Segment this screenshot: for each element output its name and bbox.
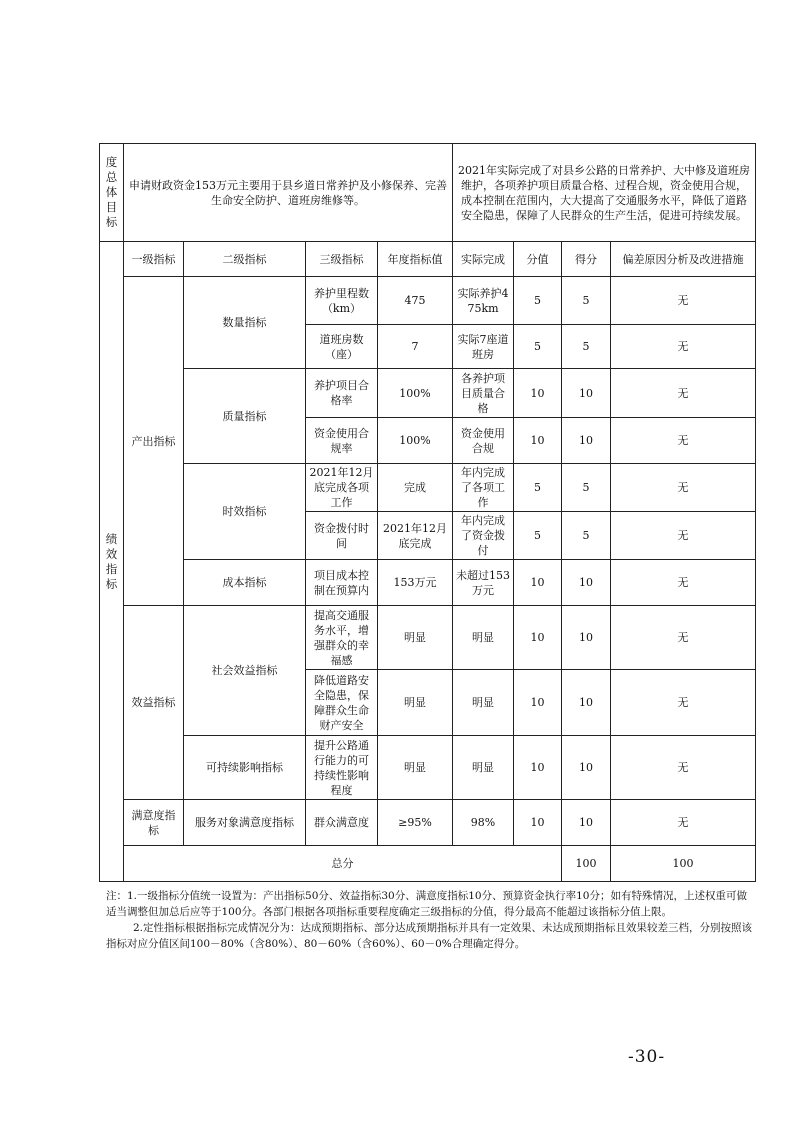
header-level3: 三级指标 xyxy=(306,242,378,277)
cell-l3: 提高交通服务水平，增强群众的幸福感 xyxy=(306,606,378,670)
cell-reason: 无 xyxy=(611,736,756,800)
cell-annual: 明显 xyxy=(378,736,453,800)
cell-reason: 无 xyxy=(611,464,756,512)
cell-reason: 无 xyxy=(611,512,756,560)
cell-score: 5 xyxy=(514,277,562,325)
cell-score: 10 xyxy=(514,670,562,736)
cell-got: 5 xyxy=(562,512,611,560)
cell-l3: 资金拨付时间 xyxy=(306,512,378,560)
cell-actual: 明显 xyxy=(453,606,514,670)
cell-l3: 养护里程数（km） xyxy=(306,277,378,325)
header-actual: 实际完成 xyxy=(453,242,514,277)
cell-actual: 各养护项目质量合格 xyxy=(453,369,514,418)
cell-l3: 群众满意度 xyxy=(306,800,378,846)
cell-score: 10 xyxy=(514,606,562,670)
header-reason: 偏差原因分析及改进措施 xyxy=(611,242,756,277)
perf-label: 绩效指标 xyxy=(100,242,124,882)
page-number: -30- xyxy=(628,1047,666,1067)
total-got: 100 xyxy=(611,846,756,882)
cell-reason: 无 xyxy=(611,418,756,464)
cell-got: 5 xyxy=(562,464,611,512)
cell-got: 10 xyxy=(562,606,611,670)
cell-score: 5 xyxy=(514,325,562,369)
cell-l3: 提升公路通行能力的可持续性影响程度 xyxy=(306,736,378,800)
cell-score: 5 xyxy=(514,512,562,560)
table-row xyxy=(100,606,756,670)
cell-got: 10 xyxy=(562,418,611,464)
group-output: 产出指标 xyxy=(124,277,184,606)
cell-score: 5 xyxy=(514,464,562,512)
cell-actual: 实际养护475km xyxy=(453,277,514,325)
cell-annual: 明显 xyxy=(378,670,453,736)
cell-got: 10 xyxy=(562,670,611,736)
cell-reason: 无 xyxy=(611,606,756,670)
cell-annual: 153万元 xyxy=(378,560,453,606)
cell-score: 10 xyxy=(514,369,562,418)
table-row xyxy=(100,736,756,800)
cell-annual: 100% xyxy=(378,369,453,418)
goal-label: 度总体目标 xyxy=(100,144,124,242)
cell-annual: 100% xyxy=(378,418,453,464)
cell-actual: 明显 xyxy=(453,670,514,736)
group-timeliness: 时效指标 xyxy=(184,464,306,560)
cell-annual: 7 xyxy=(378,325,453,369)
table-row xyxy=(100,560,756,606)
total-label: 总分 xyxy=(124,846,562,882)
cell-reason: 无 xyxy=(611,325,756,369)
cell-annual: 明显 xyxy=(378,606,453,670)
performance-table xyxy=(99,143,756,882)
cell-reason: 无 xyxy=(611,560,756,606)
cell-actual: 资金使用合规 xyxy=(453,418,514,464)
header-level1: 一级指标 xyxy=(124,242,184,277)
group-quality: 质量指标 xyxy=(184,369,306,464)
group-quantity: 数量指标 xyxy=(184,277,306,369)
cell-score: 10 xyxy=(514,736,562,800)
table-row xyxy=(100,369,756,418)
goal-actual: 2021年实际完成了对县乡公路的日常养护、大中修及道班房维护，各项养护项目质量合格、过程合规，资金使用合规，成本控制在范围内，大大提高了交通服务水平，降低了道路安全隐患，保障了人民群众的生产生活，促进可持续发展。 xyxy=(453,144,756,242)
cell-actual: 未超过153万元 xyxy=(453,560,514,606)
table-row xyxy=(100,277,756,325)
cell-l3: 降低道路安全隐患，保障群众生命财产安全 xyxy=(306,670,378,736)
cell-actual: 实际7座道班房 xyxy=(453,325,514,369)
cell-score: 10 xyxy=(514,418,562,464)
table-row xyxy=(100,464,756,512)
cell-annual: 2021年12月底完成 xyxy=(378,512,453,560)
group-satisfaction: 满意度指标 xyxy=(124,800,184,846)
cell-l3: 养护项目合格率 xyxy=(306,369,378,418)
cell-actual: 年内完成了资金拨付 xyxy=(453,512,514,560)
cell-got: 10 xyxy=(562,369,611,418)
footnotes xyxy=(106,888,754,952)
cell-got: 10 xyxy=(562,560,611,606)
group-social: 社会效益指标 xyxy=(184,606,306,736)
total-row xyxy=(100,846,756,882)
group-benefit: 效益指标 xyxy=(124,606,184,800)
cell-l3: 资金使用合规率 xyxy=(306,418,378,464)
header-score: 分值 xyxy=(514,242,562,277)
group-cost: 成本指标 xyxy=(184,560,306,606)
cell-l3: 项目成本控制在预算内 xyxy=(306,560,378,606)
note-2: 2.定性指标根据指标完成情况分为：达成预期指标、部分达成预期指标并具有一定效果、未达成预期指标且效果较差三档，分别按照该指标对应分值区间100－80%（含80%）、80－60%（含60%）、60－0%合理确定得分。 xyxy=(106,922,753,950)
goal-row xyxy=(100,144,756,242)
cell-l3: 2021年12月底完成各项工作 xyxy=(306,464,378,512)
cell-annual: 475 xyxy=(378,277,453,325)
cell-reason: 无 xyxy=(611,369,756,418)
cell-actual: 98% xyxy=(453,800,514,846)
cell-actual: 年内完成了各项工作 xyxy=(453,464,514,512)
cell-l3: 道班房数（座） xyxy=(306,325,378,369)
header-row xyxy=(100,242,756,277)
cell-reason: 无 xyxy=(611,670,756,736)
cell-got: 10 xyxy=(562,800,611,846)
cell-reason: 无 xyxy=(611,800,756,846)
cell-annual: 完成 xyxy=(378,464,453,512)
cell-got: 10 xyxy=(562,736,611,800)
goal-planned: 申请财政资金153万元主要用于县乡道日常养护及小修保养、完善生命安全防护、道班房维修等。 xyxy=(124,144,453,242)
cell-actual: 明显 xyxy=(453,736,514,800)
cell-got: 5 xyxy=(562,277,611,325)
header-level2: 二级指标 xyxy=(184,242,306,277)
group-sustain: 可持续影响指标 xyxy=(184,736,306,800)
header-annual: 年度指标值 xyxy=(378,242,453,277)
header-got: 得分 xyxy=(562,242,611,277)
cell-annual: ≥95% xyxy=(378,800,453,846)
total-score: 100 xyxy=(562,846,611,882)
note-1: 注：1.一级指标分值统一设置为：产出指标50分、效益指标30分、满意度指标10分、预算资金执行率10分；如有特殊情况，上述权重可做适当调整但加总后应等于100分。各部门根据各项指标重要程度确定三级指标的分值，得分最高不能超过该指标分值上限。 xyxy=(106,890,747,918)
cell-got: 5 xyxy=(562,325,611,369)
group-service: 服务对象满意度指标 xyxy=(184,800,306,846)
cell-score: 10 xyxy=(514,800,562,846)
table-row xyxy=(100,800,756,846)
cell-score: 10 xyxy=(514,560,562,606)
cell-reason: 无 xyxy=(611,277,756,325)
